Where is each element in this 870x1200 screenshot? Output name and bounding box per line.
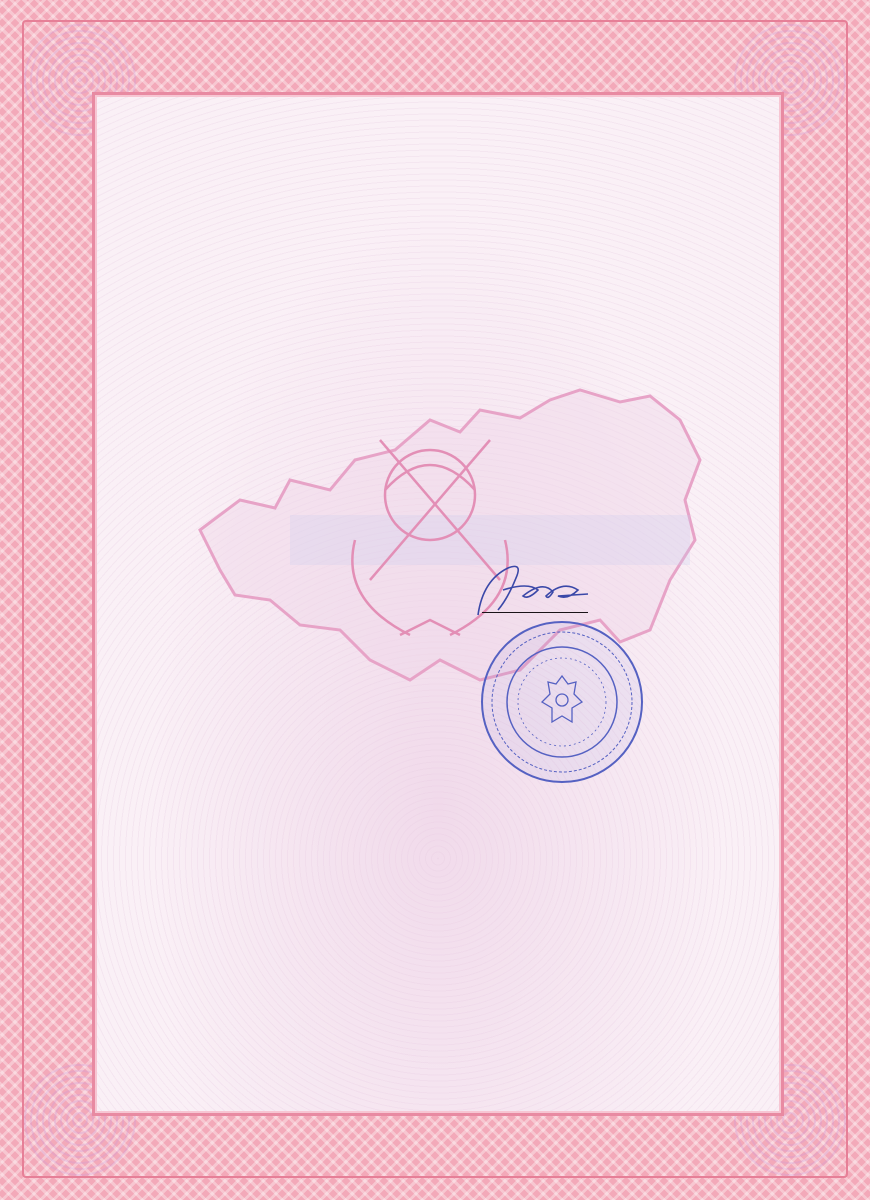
signature-line [482,612,588,613]
handwritten-signature [468,560,598,620]
official-stamp-seal [478,618,646,786]
